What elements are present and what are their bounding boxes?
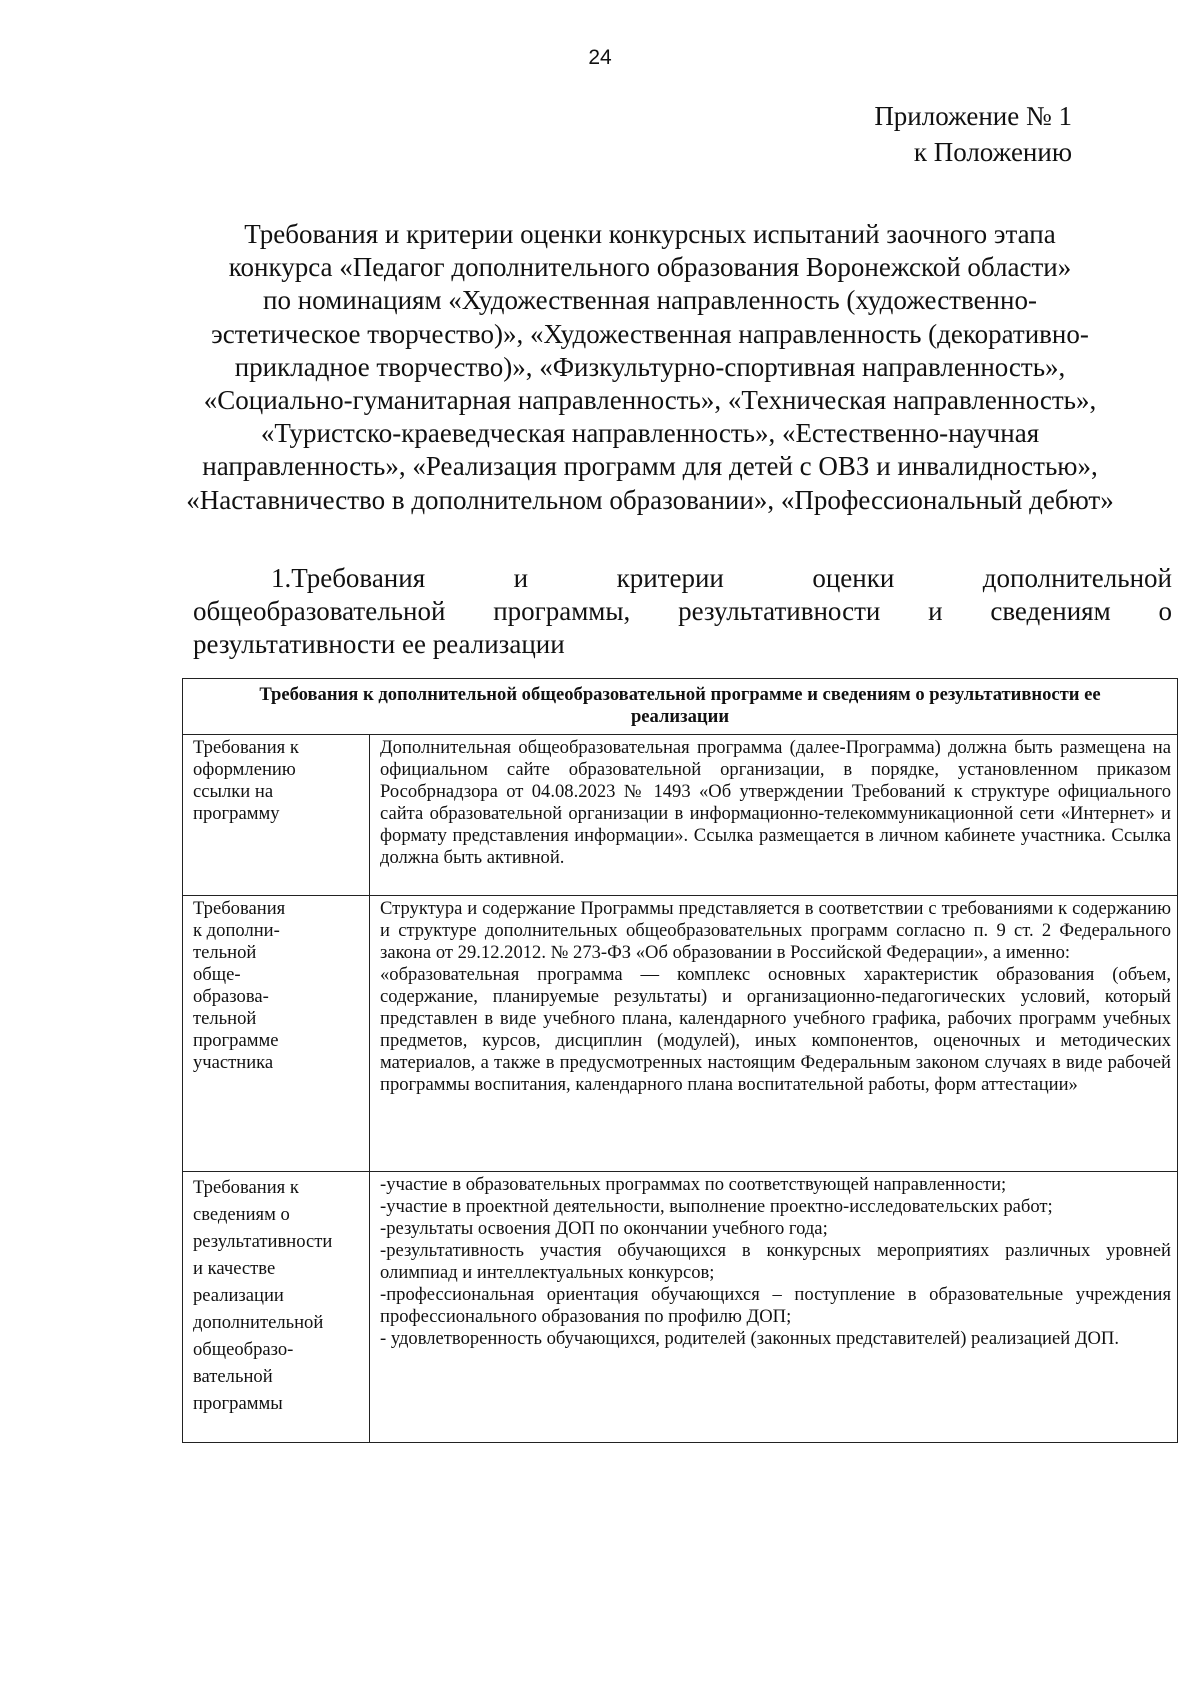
label-line: тельной bbox=[193, 942, 257, 963]
label-line: программы bbox=[193, 1393, 283, 1414]
content-paragraph: Структура и содержание Программы представляется в соответствии с требованиями к содержанию и структуре дополнительных общеобразовательных программ согласно п. 9 ст. 2 Федерального закона от 29.12.2012. № 273-ФЗ «Об образовании в Российской Федерации», а именно: bbox=[380, 898, 1171, 963]
list-item: -участие в образовательных программах по соответствующей направленности; bbox=[380, 1174, 1007, 1195]
content-paragraph: «образовательная программа — комплекс основных характеристик образования (объем, содержание, планируемые результаты) и организационно-педагогических условий, который представлен в виде учебного плана, календарного учебного графика, рабочих программ учебных предметов, курсов, дисциплин (модулей), иных компонентов, оценочных и методических материалов, а также в предусмотренных настоящим Федеральным законом случаях в виде рабочей программы воспитания, календарного плана воспитательной работы, форм аттестации» bbox=[380, 964, 1171, 1095]
appendix-number: Приложение № 1 bbox=[874, 101, 1072, 131]
list-item: -результаты освоения ДОП по окончании учебного года; bbox=[380, 1218, 828, 1239]
title-line: конкурса «Педагог дополнительного образования Воронежской области» bbox=[228, 252, 1072, 283]
row-label bbox=[183, 735, 370, 896]
title-line: «Наставничество в дополнительном образовании», «Профессиональный дебют» bbox=[186, 484, 1114, 515]
label-line: дополнительной bbox=[193, 1312, 324, 1333]
table-header-row bbox=[183, 679, 1178, 735]
label-line: сведениям о bbox=[193, 1204, 290, 1225]
document-title bbox=[150, 218, 1150, 517]
appendix-reference: к Положению bbox=[913, 137, 1072, 167]
section-word: дополнительной bbox=[982, 563, 1172, 593]
label-line: программе bbox=[193, 1030, 279, 1051]
section-heading-line bbox=[193, 562, 1172, 595]
table-row bbox=[183, 896, 1178, 1172]
section-word: критерии bbox=[616, 563, 724, 593]
title-line: эстетическое творчество)», «Художественная направленность (декоративно- bbox=[211, 318, 1089, 349]
section-word: и bbox=[513, 563, 529, 593]
label-line: участника bbox=[193, 1052, 274, 1073]
title-line: направленность», «Реализация программ для детей с ОВЗ и инвалидностью», bbox=[202, 451, 1098, 482]
list-item: -профессиональная ориентация обучающихся – поступление в образовательные учреждения профессионального образования по профилю ДОП; bbox=[380, 1284, 1171, 1327]
section-word: сведениям bbox=[990, 596, 1111, 626]
table-header: Требования к дополнительной общеобразовательной программе и сведениям о результативности ее реализации bbox=[183, 679, 1178, 735]
label-line: Требования bbox=[193, 898, 286, 919]
list-item: -участие в проектной деятельности, выполнение проектно-исследовательских работ; bbox=[380, 1196, 1053, 1217]
table-row bbox=[183, 735, 1178, 896]
section-heading-line bbox=[193, 595, 1172, 628]
label-line: ссылки на bbox=[193, 781, 274, 802]
label-line: результативности bbox=[193, 1231, 333, 1252]
table-row bbox=[183, 1172, 1178, 1443]
section-word: и bbox=[928, 596, 943, 626]
title-line: «Туристско-краеведческая направленность», «Естественно-научная bbox=[260, 418, 1040, 449]
list-item: - удовлетворенность обучающихся, родителей (законных представителей) реализацией ДОП. bbox=[380, 1328, 1120, 1349]
section-heading bbox=[193, 562, 1172, 661]
title-line: Требования и критерии оценки конкурсных испытаний заочного этапа bbox=[244, 219, 1056, 249]
label-line: Требования к bbox=[193, 737, 299, 758]
row-content bbox=[370, 1172, 1178, 1443]
row-label bbox=[183, 896, 370, 1172]
label-line: программу bbox=[193, 803, 280, 824]
label-line: образова- bbox=[193, 986, 269, 1007]
label-line: и качестве bbox=[193, 1258, 276, 1279]
section-word: общеобразовательной bbox=[193, 596, 446, 626]
label-line: общеобразо- bbox=[193, 1339, 294, 1360]
title-line: «Социально-гуманитарная направленность», «Техническая направленность», bbox=[203, 385, 1097, 416]
label-line: к дополни- bbox=[193, 920, 280, 941]
page-number: 24 bbox=[588, 46, 612, 69]
label-line: оформлению bbox=[193, 759, 296, 780]
requirements-table bbox=[182, 678, 1178, 1443]
title-line: по номинациям «Художественная направленность (художественно- bbox=[263, 285, 1037, 316]
section-word: результативности bbox=[678, 596, 881, 626]
section-heading-line: результативности ее реализации bbox=[193, 629, 565, 659]
label-line: вательной bbox=[193, 1366, 273, 1387]
list-item: -результативность участия обучающихся в конкурсных мероприятиях различных уровней олимпиад и интеллектуальных конкурсов; bbox=[380, 1240, 1171, 1283]
label-line: реализации bbox=[193, 1285, 284, 1306]
section-word: 1.Требования bbox=[271, 563, 426, 593]
row-content bbox=[370, 896, 1178, 1172]
row-label bbox=[183, 1172, 370, 1443]
row-content: Дополнительная общеобразовательная программа (далее-Программа) должна быть размещена на официальном сайте образовательной организации, в порядке, установленном приказом Рособрнадзора от 04.08.2023 № 1493 «Об утверждении Требований к структуре официального сайта образовательной организации в информационно-телекоммуникационной сети «Интернет» и формату представления информации». Ссылка размещается в личном кабинете участника. Ссылка должна быть активной. bbox=[370, 735, 1178, 896]
label-line: Требования к bbox=[193, 1177, 299, 1198]
section-word: оценки bbox=[812, 563, 895, 593]
label-line: обще- bbox=[193, 964, 241, 985]
section-word: о bbox=[1158, 596, 1172, 626]
title-line: прикладное творчество)», «Физкультурно-спортивная направленность», bbox=[234, 351, 1066, 382]
section-word: программы, bbox=[493, 596, 631, 626]
label-line: тельной bbox=[193, 1008, 257, 1029]
appendix-heading bbox=[874, 98, 1072, 170]
